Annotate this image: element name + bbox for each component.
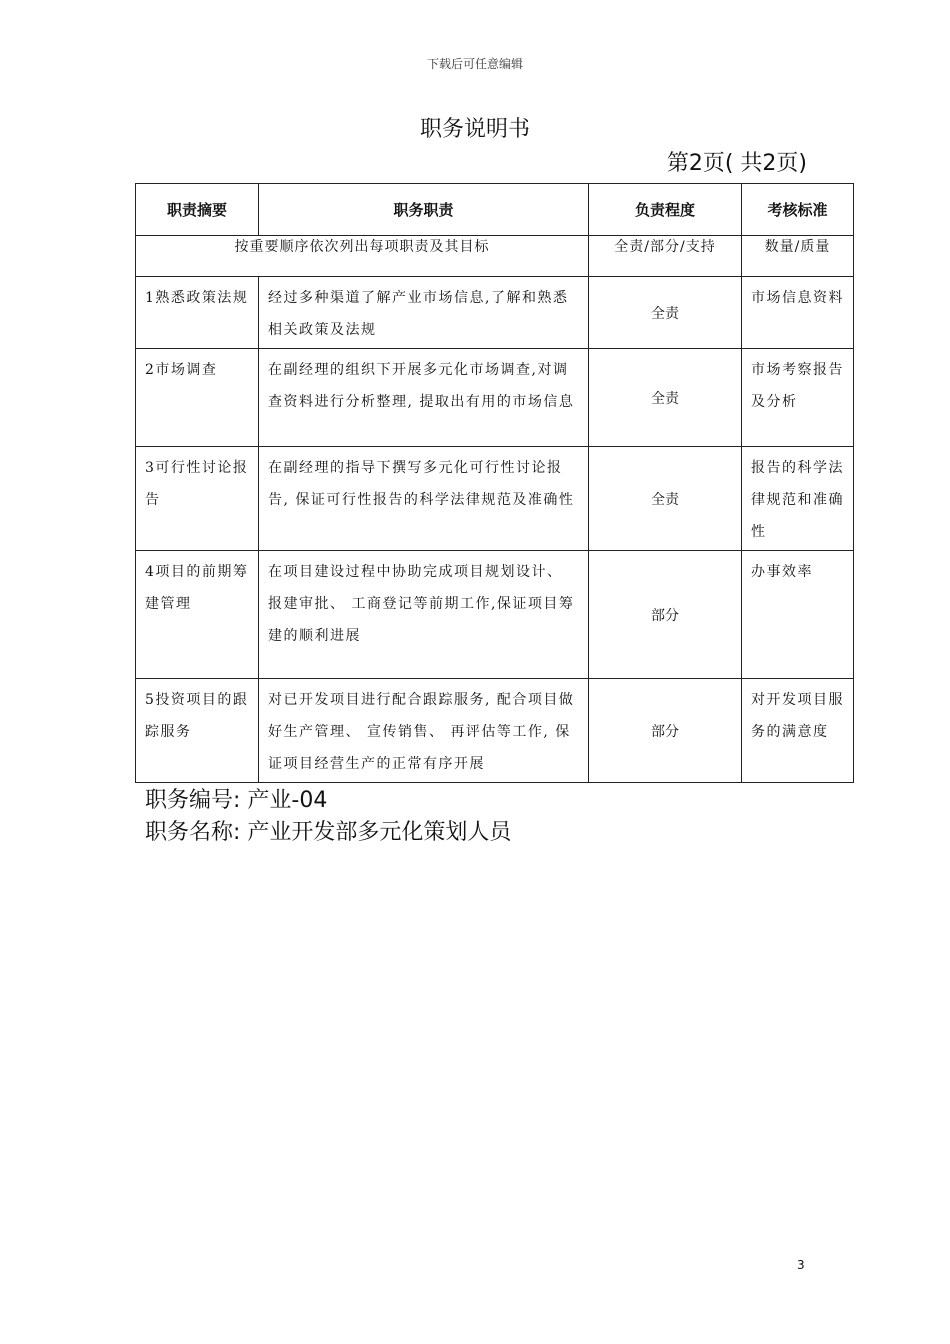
header-standard: 考核标准 (742, 184, 854, 236)
row-summary: 3可行性讨论报告 (145, 460, 249, 508)
page-indicator: 第2页( 共2页) (666, 151, 807, 176)
table-row (136, 447, 854, 551)
row-duty: 在副经理的指导下撰写多元化可行性讨论报告, 保证可行性报告的科学法律规范及准确性 (268, 460, 575, 508)
row-duty: 对已开发项目进行配合跟踪服务, 配合项目做好生产管理、 宣传销售、 再评估等工作, 保证项目经营生产的正常有序开展 (268, 692, 575, 772)
table-row (136, 277, 854, 349)
row-duty: 经过多种渠道了解产业市场信息,了解和熟悉相关政策及法规 (268, 290, 569, 338)
row-summary: 2市场调查 (145, 362, 218, 378)
row-level: 部分 (589, 551, 742, 679)
row-standard: 对开发项目服务的满意度 (751, 692, 844, 740)
row-standard: 市场考察报告及分析 (751, 362, 844, 410)
row-level: 全责 (589, 447, 742, 551)
table-subheader-row (136, 236, 854, 277)
job-name-line: 职务名称: 产业开发部多元化策划人员 (145, 820, 512, 845)
row-standard: 市场信息资料 (751, 290, 844, 306)
subheader-standard: 数量/质量 (742, 236, 854, 277)
row-standard: 报告的科学法律规范和准确性 (751, 460, 844, 540)
page-number: 3 (797, 1258, 805, 1272)
header-note: 下载后可任意编辑 (426, 57, 523, 71)
job-code-line: 职务编号: 产业-04 (145, 788, 328, 813)
table-header-row (136, 184, 854, 236)
row-standard: 办事效率 (751, 564, 813, 580)
row-duty: 在副经理的组织下开展多元化市场调查,对调查资料进行分析整理, 提取出有用的市场信息 (268, 362, 575, 410)
header-level: 负责程度 (589, 184, 742, 236)
row-summary: 1熟悉政策法规 (145, 290, 249, 306)
header-duty: 职务职责 (259, 184, 589, 236)
row-summary: 5投资项目的跟踪服务 (145, 692, 249, 740)
row-level: 全责 (589, 349, 742, 447)
header-summary: 职责摘要 (136, 184, 259, 236)
row-summary: 4项目的前期筹建管理 (145, 564, 249, 612)
row-level: 全责 (589, 277, 742, 349)
row-level: 部分 (589, 679, 742, 783)
duty-table (135, 183, 854, 783)
subheader-duties: 按重要顺序依次列出每项职责及其目标 (136, 236, 589, 277)
document-title: 职务说明书 (419, 117, 530, 142)
table-row (136, 551, 854, 679)
table-row (136, 349, 854, 447)
subheader-responsibility: 全责/部分/支持 (589, 236, 742, 277)
table-row (136, 679, 854, 783)
row-duty: 在项目建设过程中协助完成项目规划设计、 报建审批、 工商登记等前期工作,保证项目筹建的顺利进展 (268, 564, 575, 644)
